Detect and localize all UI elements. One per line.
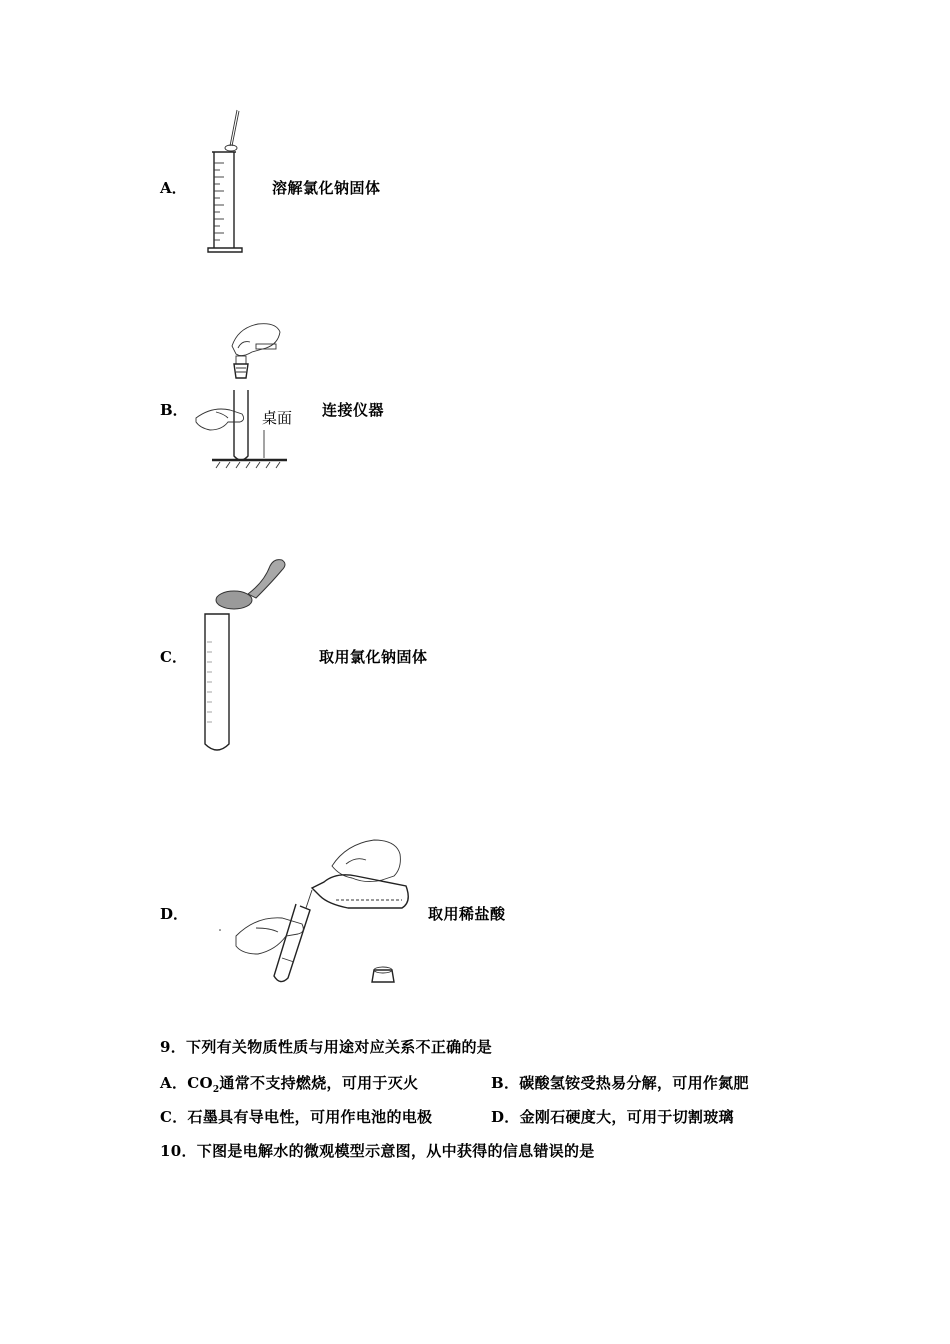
- question-9-option-d: D．金刚石硬度大，可用于切割玻璃: [491, 1108, 734, 1126]
- question-9-stem: 9．下列有关物质性质与用途对应关系不正确的是: [160, 1038, 493, 1056]
- option-b-label: B．: [160, 401, 188, 419]
- option-c-caption: 取用氯化钠固体: [319, 648, 428, 666]
- pouring-liquid-figure: [216, 836, 416, 991]
- q9-a-text: 通常不支持燃烧，可用于灭火: [219, 1074, 419, 1092]
- option-a-caption: 溶解氯化钠固体: [272, 179, 381, 197]
- question-9-option-a: [160, 1072, 418, 1095]
- q9-a-formula: CO: [187, 1074, 213, 1092]
- question-9-option-b: B．碳酸氢铵受热易分解，可用作氮肥: [491, 1074, 749, 1092]
- option-c-label: C．: [160, 648, 187, 666]
- spoon-test-tube-figure: [198, 552, 298, 757]
- graduated-cylinder-figure: [200, 108, 260, 258]
- q9-a-label: A．: [160, 1074, 188, 1092]
- option-d-label: D．: [160, 905, 189, 923]
- option-b-caption: 连接仪器: [322, 401, 385, 419]
- question-9-option-c: C．石墨具有导电性，可用作电池的电极: [160, 1108, 433, 1126]
- question-10-stem: 10．下图是电解水的微观模型示意图，从中获得的信息错误的是: [160, 1142, 595, 1160]
- desk-annotation: 桌面: [262, 409, 293, 427]
- test-tube-stopper-figure: [192, 318, 302, 473]
- option-a-label: A．: [160, 179, 187, 197]
- option-d-caption: 取用稀盐酸: [428, 905, 506, 923]
- q9-a-subscript: 2: [212, 1085, 220, 1095]
